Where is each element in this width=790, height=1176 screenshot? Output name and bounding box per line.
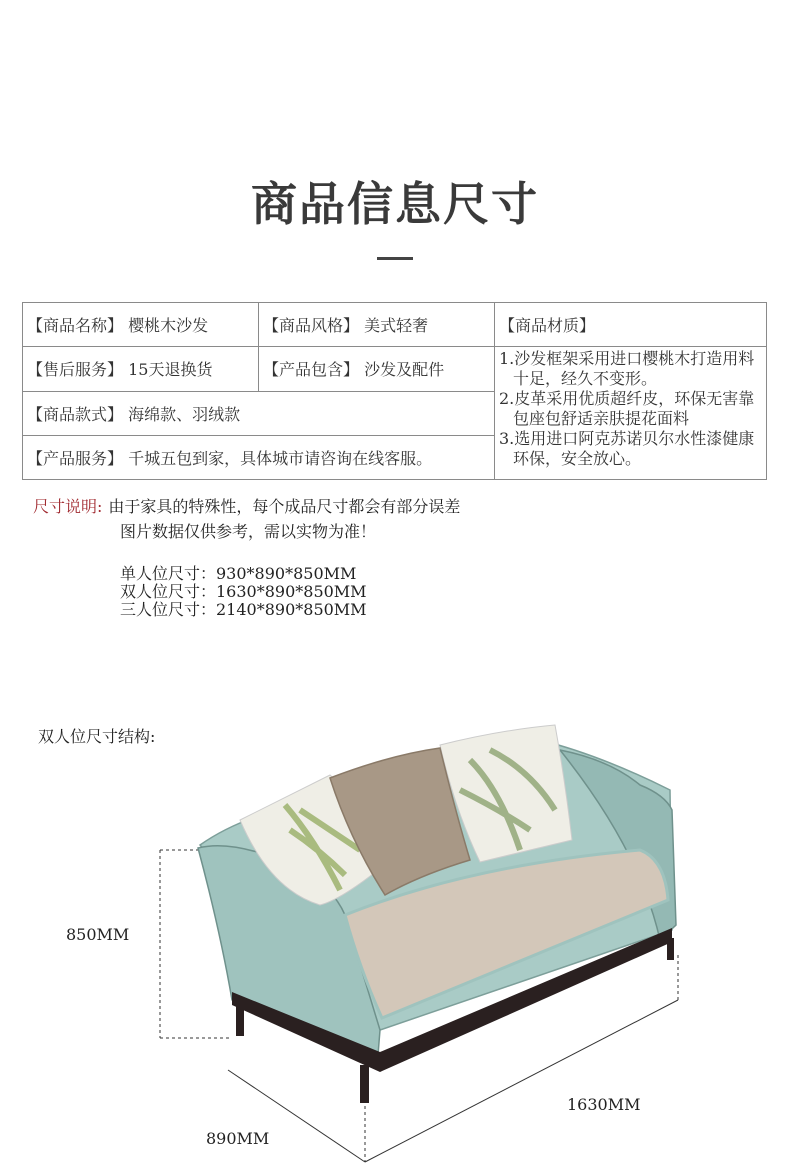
- material-list: [499, 349, 762, 469]
- product-info-table: [22, 302, 767, 480]
- product-style-label: 【商品风格】: [263, 316, 360, 336]
- sofa-leg: [236, 1000, 244, 1036]
- dimension-list: [120, 565, 367, 619]
- page-title: 商品信息尺寸: [251, 177, 539, 231]
- size-note-label: 尺寸说明:: [33, 497, 103, 516]
- product-style-value: 美式轻奢: [364, 316, 429, 336]
- after-sale-label: 【售后服务】: [27, 360, 124, 380]
- package-value: 沙发及配件: [364, 360, 445, 380]
- size-note: [33, 494, 460, 544]
- material-item: 2.皮革采用优质超纤皮，环保无害靠包座包舒适亲肤提花面料: [499, 389, 755, 429]
- height-dimension-label: 850MM: [66, 925, 130, 944]
- product-name-label: 【商品名称】: [27, 316, 124, 336]
- after-sale-cell: [23, 347, 259, 391]
- material-item: 3.选用进口阿克苏诺贝尔水性漆健康环保，安全放心。: [499, 429, 755, 469]
- sofa-leg: [667, 938, 674, 960]
- service-label: 【产品服务】: [27, 448, 124, 468]
- model-cell: [23, 391, 495, 435]
- product-name-cell: [23, 303, 259, 347]
- size-note-line: 图片数据仅供参考，需以实物为准！: [120, 522, 377, 541]
- depth-dimension-label: 890MM: [206, 1129, 270, 1148]
- material-list-cell: [495, 347, 767, 480]
- model-label: 【商品款式】: [27, 404, 124, 424]
- sofa-leg: [360, 1065, 369, 1103]
- dimension-triple: 三人位尺寸：2140*890*850MM: [120, 600, 367, 619]
- dimension-single: 单人位尺寸：930*890*850MM: [120, 564, 357, 583]
- size-note-line: 由于家具的特殊性，每个成品尺寸都会有部分误差: [108, 497, 461, 516]
- model-value: 海绵款、羽绒款: [128, 404, 241, 424]
- material-header-cell: [495, 303, 767, 347]
- length-dimension-label: 1630MM: [567, 1095, 641, 1114]
- product-name-value: 樱桃木沙发: [128, 316, 209, 336]
- service-value: 千城五包到家，具体城市请咨询在线客服。: [128, 448, 433, 468]
- dimension-double: 双人位尺寸：1630*890*850MM: [120, 582, 367, 601]
- structure-label: 双人位尺寸结构:: [38, 727, 156, 746]
- title-underline: [377, 257, 413, 260]
- package-label: 【产品包含】: [263, 360, 360, 380]
- material-label: 【商品材质】: [499, 316, 596, 336]
- product-style-cell: [259, 303, 495, 347]
- package-cell: [259, 347, 495, 391]
- after-sale-value: 15天退换货: [128, 360, 213, 380]
- service-cell: [23, 435, 495, 479]
- material-item: 1.沙发框架采用进口樱桃木打造用料十足，经久不变形。: [499, 349, 755, 389]
